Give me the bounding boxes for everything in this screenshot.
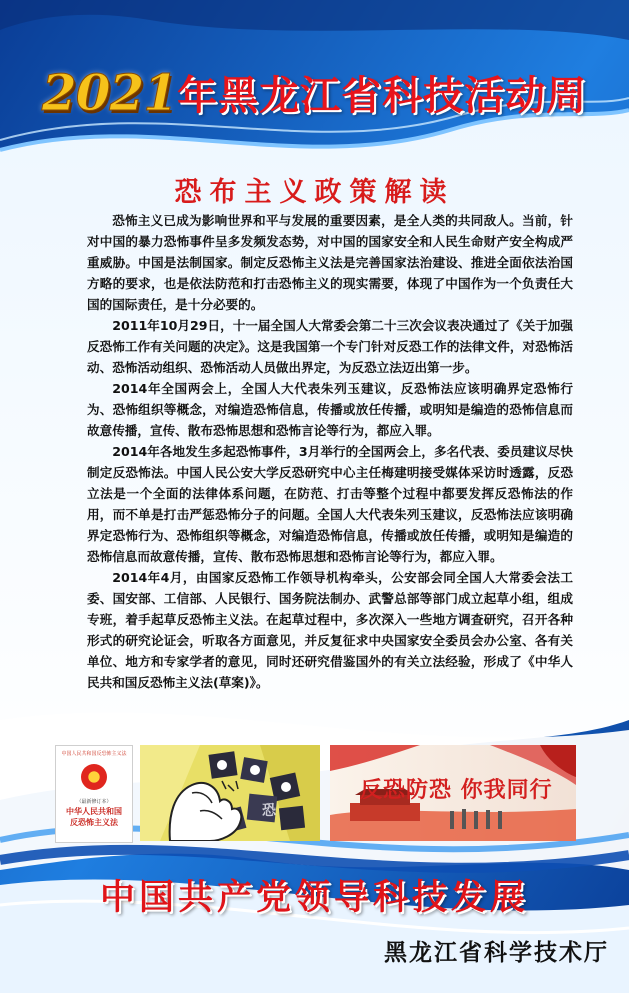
anti-terror-banner-image <box>330 745 576 841</box>
title-text: 年黑龙江省科技活动周 <box>177 71 588 119</box>
book-title <box>58 806 130 828</box>
paragraph: 2014年各地发生多起恐怖事件，3月举行的全国两会上，多名代表、委员建议尽快制定反恐怖法。中国人民公安大学反恐研究中心主任梅建明接受媒体采访时透露，反恐立法是一个全面的法律体系问题，在防范、打击等整个过程中都要发挥反恐怖法的作用，而不单是打击严惩恐怖分子的问题。全国人大代表朱列玉建议，反恐怖法应该明确界定恐怖行为、恐怖组织等概念，对编造恐怖信息，传播或放任传播，或明知是编造的恐怖信息而故意传播，宣传、散布恐怖思想和恐怖言论等行为，都应入罪。 <box>87 444 573 564</box>
national-emblem-icon: ★ <box>81 764 107 790</box>
book-subtitle: （最新修订本） <box>76 799 112 805</box>
paragraph: 2014年4月，由国家反恐怖工作领导机构牵头，公安部会同全国人大常委会法工委、国安部、工信部、人民银行、国务院法制办、武警总部等部门成立起草小组，组成专班，着手起草反恐怖主义法。在起草过程中，多次深入一些地方调查研究，召开各种形式的研究论证会，听取各方面意见，并反复征求中央国家安全委员会办公室、各有关单位、地方和专家学者的意见，同时还研究借鉴国外的有关立法经验，形成了《中华人民共和国反恐怖主义法(草案)》。 <box>87 570 573 690</box>
cartoon-sign-text: 恐 <box>262 803 276 819</box>
law-book-image <box>55 745 133 843</box>
book-title-line: 中华人民共和国 <box>66 807 122 816</box>
section-heading: 恐布主义政策解读 <box>174 177 455 208</box>
organization-name: 黑龙江省科学技术厅 <box>384 939 609 966</box>
book-title-line: 反恐怖主义法 <box>70 818 118 827</box>
paragraph: 2014年全国两会上，全国人大代表朱列玉建议，反恐怖法应该明确界定恐怖行为、恐怖组织等概念，对编造恐怖信息，传播或放任传播，或明知是编造的恐怖信息而故意传播，宣传、散布恐怖思想和恐怖言论等行为，都应入罪。 <box>87 381 573 438</box>
title-year: 2021 <box>41 62 178 122</box>
banner-slogan: 反恐防恐 你我同行 <box>360 777 553 803</box>
article-body <box>87 210 573 693</box>
footer-slogan: 中国共产党领导科技发展 <box>99 877 529 918</box>
poster-title <box>0 62 629 122</box>
anti-terror-cartoon-image <box>140 745 320 841</box>
cartoon-illustration <box>140 745 320 841</box>
book-top-text: 中国人民共和国反恐怖主义法 <box>61 751 127 757</box>
paragraph: 2011年10月29日，十一届全国人大常委会第二十三次会议表决通过了《关于加强反恐怖工作有关问题的决定》。这是我国第一个专门针对反恐工作的法律文件，对恐怖活动、恐怖活动组织、恐怖活动人员做出界定，为反恐立法迈出第一步。 <box>87 318 573 375</box>
paragraph: 恐怖主义已成为影响世界和平与发展的重要因素，是全人类的共同敌人。当前，针对中国的暴力恐怖事件呈多发频发态势，对中国的国家安全和人民生命财产安全构成严重威胁。中国是法制国家。制定反恐怖主义法是完善国家法治建设、推进全面依法治国方略的要求，也是依法防范和打击恐怖主义的现实需要，体现了中国作为一个负责任大国的国际责任，是十分必要的。 <box>87 213 573 312</box>
